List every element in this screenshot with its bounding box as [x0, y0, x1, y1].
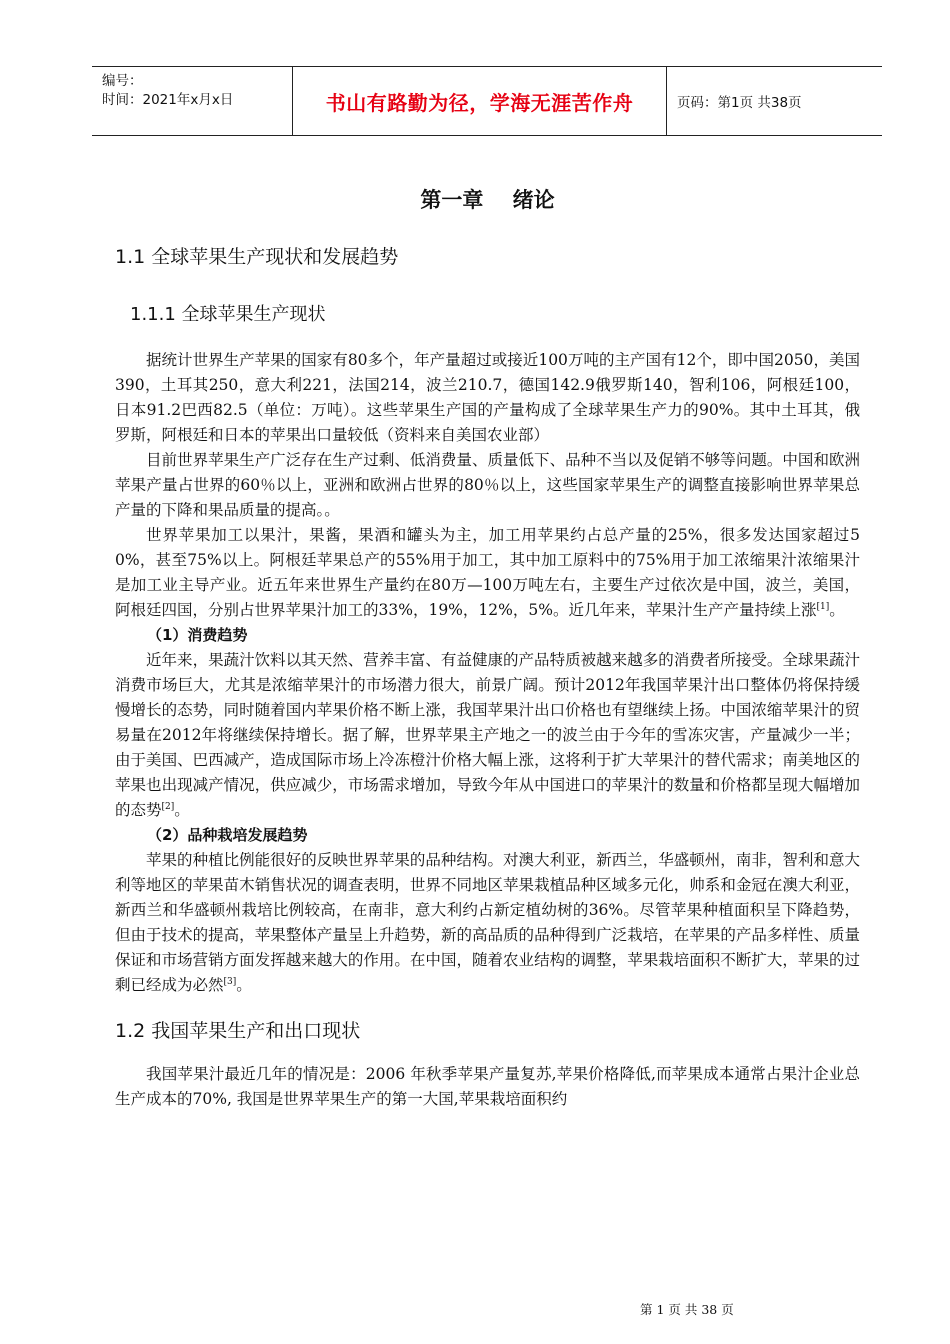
paragraph-tail: 。	[174, 801, 190, 819]
chapter-title: 第一章 绪论	[420, 188, 555, 212]
paragraph-china-status: 我国苹果汁最近几年的情况是：2006 年秋季苹果产量复苏,苹果价格降低,而苹果成本通常占果汁企业总生产成本的70%, 我国是世界苹果生产的第一大国,苹果栽培面积约	[115, 1065, 860, 1108]
citation-ref: [2]	[161, 801, 175, 812]
document-body	[115, 168, 860, 1112]
consumption-trend-heading: （1）消费趋势	[147, 626, 248, 644]
paragraph-producers: 据统计世界生产苹果的国家有80多个，年产量超过或接近100万吨的主产国有12个，即中国2050，美国390，土耳其250，意大利221，法国214，波兰210.7，德国142.9俄罗斯140，智利106，阿根廷100，日本91.2巴西82.5（单位：万吨）。这些苹果生产国的产量构成了全球苹果生产力的90%。其中土耳其，俄罗斯，阿根廷和日本的苹果出口量较低（资料来自美国农业部）	[115, 351, 860, 444]
document-number: 编号：	[102, 73, 143, 89]
paragraph-consumption	[115, 648, 860, 823]
section-heading-1-2: 1.2 我国苹果生产和出口现状	[115, 1020, 361, 1042]
citation-ref: [1]	[816, 601, 830, 612]
header-info	[92, 67, 292, 135]
citation-ref: [3]	[223, 976, 237, 987]
paragraph-problems: 目前世界苹果生产广泛存在生产过剩、低消费量、质量低下、品种不当以及促销不够等问题。中国和欧洲苹果产量占世界的60％以上，亚洲和欧洲占世界的80％以上，这些国家苹果生产的调整直接影响世界苹果总产量的下降和果品质量的提高。。	[115, 451, 860, 519]
variety-trend-heading: （2）品种栽培发展趋势	[147, 826, 308, 844]
paragraph-tail: 。	[236, 976, 252, 994]
document-time: 时间：2021年x月x日	[102, 92, 234, 108]
paragraph-variety-text: 苹果的种植比例能很好的反映世界苹果的品种结构。对澳大利亚，新西兰，华盛顿州，南非，智利和意大利等地区的苹果苗木销售状况的调查表明，世界不同地区苹果栽植品种区域多元化，帅系和金冠在澳大利亚，新西兰和华盛顿州栽培比例较高，在南非，意大利约占新定植幼树的36%。尽管苹果种植面积呈下降趋势，但由于技术的提高，苹果整体产量呈上升趋势，新的高品质的品种得到广泛栽培，在苹果的产品多样性、质量保证和市场营销方面发挥越来越大的作用。在中国，随着农业结构的调整，苹果栽培面积不断扩大，苹果的过剩已经成为必然	[115, 851, 860, 994]
paragraph-consumption-text: 近年来，果蔬汁饮料以其天然、营养丰富、有益健康的产品特质被越来越多的消费者所接受。全球果蔬汁消费市场巨大，尤其是浓缩苹果汁的市场潜力很大，前景广阔。预计2012年我国苹果汁出口整体仍将保持缓慢增长的态势，同时随着国内苹果价格不断上涨，我国苹果汁出口价格也有望继续上扬。中国浓缩苹果汁的贸易量在2012年将继续保持增长。据了解，世界苹果主产地之一的波兰由于今年的雪冻灾害，产量减少一半；由于美国、巴西减产，造成国际市场上冷冻橙汁价格大幅上涨，这将利于扩大苹果汁的替代需求；南美地区的苹果也出现减产情况，供应减少，市场需求增加，导致今年从中国进口的苹果汁的数量和价格都呈现大幅增加的态势	[115, 651, 860, 819]
subsection-heading-1-1-1: 1.1.1 全球苹果生产现状	[130, 304, 326, 325]
header-motto: 书山有路勤为径，学海无涯苦作舟	[292, 67, 667, 135]
paragraph-tail: 。	[829, 601, 845, 619]
paragraph-variety	[115, 848, 860, 998]
page-header	[92, 66, 882, 136]
paragraph-processing-text: 世界苹果加工以果汁，果酱，果酒和罐头为主，加工用苹果约占总产量的25%，很多发达国家超过50%，甚至75%以上。阿根廷苹果总产的55%用于加工，其中加工原料中的75%用于加工浓缩果汁浓缩果汁是加工业主导产业。近五年来世界生产量约在80万—100万吨左右，主要生产过依次是中国，波兰，美国，阿根廷四国，分别占世界苹果汁加工的33%，19%，12%，5%。近几年来，苹果汁生产产量持续上涨	[115, 526, 860, 619]
page-footer: 第 1 页 共 38 页	[640, 1302, 734, 1317]
paragraph-processing	[115, 523, 860, 623]
header-page-number: 页码：第1页 共38页	[677, 95, 802, 111]
section-heading-1-1: 1.1 全球苹果生产现状和发展趋势	[115, 246, 399, 268]
